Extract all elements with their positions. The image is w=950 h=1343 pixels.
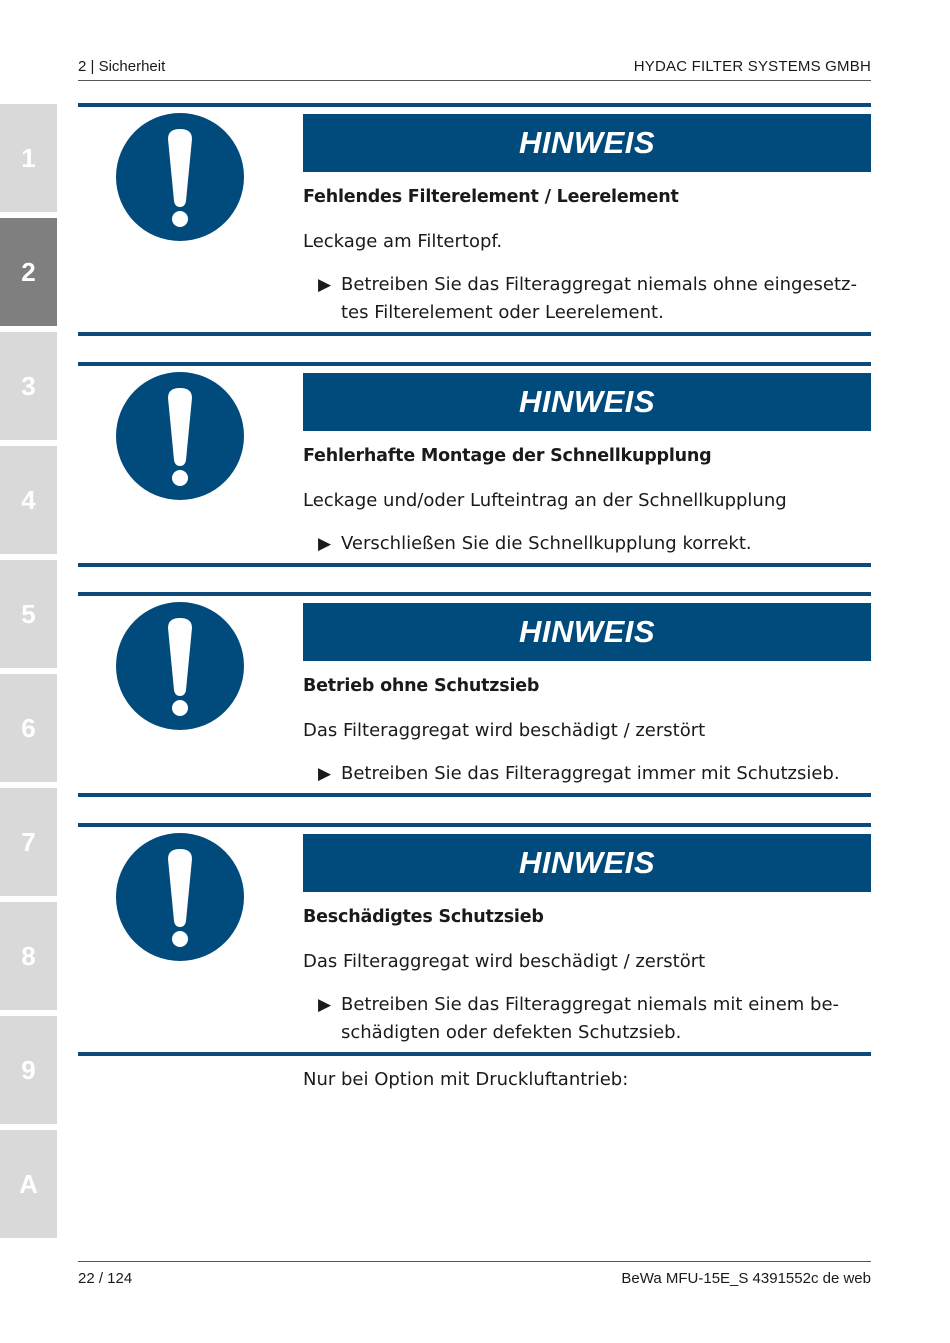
notice-rule-bottom (78, 1052, 871, 1056)
notice-label: HINWEIS (303, 834, 871, 892)
chapter-tab-a[interactable]: A (0, 1130, 57, 1238)
chapter-tab-1[interactable]: 1 (0, 104, 57, 212)
notice-action-text: Betreiben Sie das Filteraggregat immer mit Schutzsieb. (341, 763, 840, 784)
notice-box (78, 362, 871, 570)
exclamation-icon (116, 113, 244, 241)
chapter-tab-9[interactable]: 9 (0, 1016, 57, 1124)
notice-rule-bottom (78, 563, 871, 567)
arrow-right-icon: ▶ (318, 764, 332, 784)
arrow-right-icon: ▶ (318, 995, 332, 1015)
notice-description: Das Filteraggregat wird beschädigt / zerstört (303, 951, 706, 972)
notice-action-text: Betreiben Sie das Filteraggregat niemals ohne eingesetz- tes Filterelement oder Leerelement. (341, 274, 857, 323)
notice-rule-bottom (78, 332, 871, 336)
section-title: 2 | Sicherheit (78, 58, 166, 75)
option-note: Nur bei Option mit Druckluftantrieb: (303, 1069, 629, 1090)
notice-title: Beschädigtes Schutzsieb (303, 907, 544, 927)
page-header (78, 58, 871, 81)
exclamation-icon (116, 833, 244, 961)
notice-action (318, 271, 858, 327)
chapter-tab-5[interactable]: 5 (0, 560, 57, 668)
company-name: HYDAC FILTER SYSTEMS GMBH (633, 58, 871, 75)
notice-rule-top (78, 823, 871, 827)
chapter-tab-4[interactable]: 4 (0, 446, 57, 554)
notice-title: Fehlerhafte Montage der Schnellkupplung (303, 446, 712, 466)
notice-action (318, 991, 858, 1047)
chapter-tab-8[interactable]: 8 (0, 902, 57, 1010)
page-footer (78, 1261, 871, 1290)
exclamation-icon (116, 372, 244, 500)
notice-action-text: Verschließen Sie die Schnellkupplung korrekt. (341, 533, 752, 554)
notice-rule-top (78, 103, 871, 107)
notice-rule-top (78, 592, 871, 596)
notice-description: Leckage und/oder Lufteintrag an der Schnellkupplung (303, 490, 787, 511)
chapter-tab-2[interactable]: 2 (0, 218, 57, 326)
arrow-right-icon: ▶ (318, 534, 332, 554)
notice-box (78, 823, 871, 1059)
notice-title: Fehlendes Filterelement / Leerelement (303, 187, 679, 207)
arrow-right-icon: ▶ (318, 275, 332, 295)
exclamation-icon (116, 602, 244, 730)
notice-description: Leckage am Filtertopf. (303, 231, 503, 252)
notice-action (318, 530, 858, 558)
notice-box (78, 103, 871, 338)
notice-rule-bottom (78, 793, 871, 797)
notice-label: HINWEIS (303, 373, 871, 431)
document-id: BeWa MFU-15E_S 4391552c de web (621, 1270, 871, 1287)
notice-action-text: Betreiben Sie das Filteraggregat niemals mit einem be- schädigten oder defekten Schutzsieb. (341, 994, 840, 1043)
chapter-tab-7[interactable]: 7 (0, 788, 57, 896)
notice-rule-top (78, 362, 871, 366)
notice-label: HINWEIS (303, 114, 871, 172)
page-number: 22 / 124 (78, 1270, 133, 1287)
notice-description: Das Filteraggregat wird beschädigt / zerstört (303, 720, 706, 741)
chapter-tab-6[interactable]: 6 (0, 674, 57, 782)
notice-box (78, 592, 871, 800)
chapter-tab-3[interactable]: 3 (0, 332, 57, 440)
notice-action (318, 760, 858, 788)
notice-title: Betrieb ohne Schutzsieb (303, 676, 540, 696)
notice-label: HINWEIS (303, 603, 871, 661)
